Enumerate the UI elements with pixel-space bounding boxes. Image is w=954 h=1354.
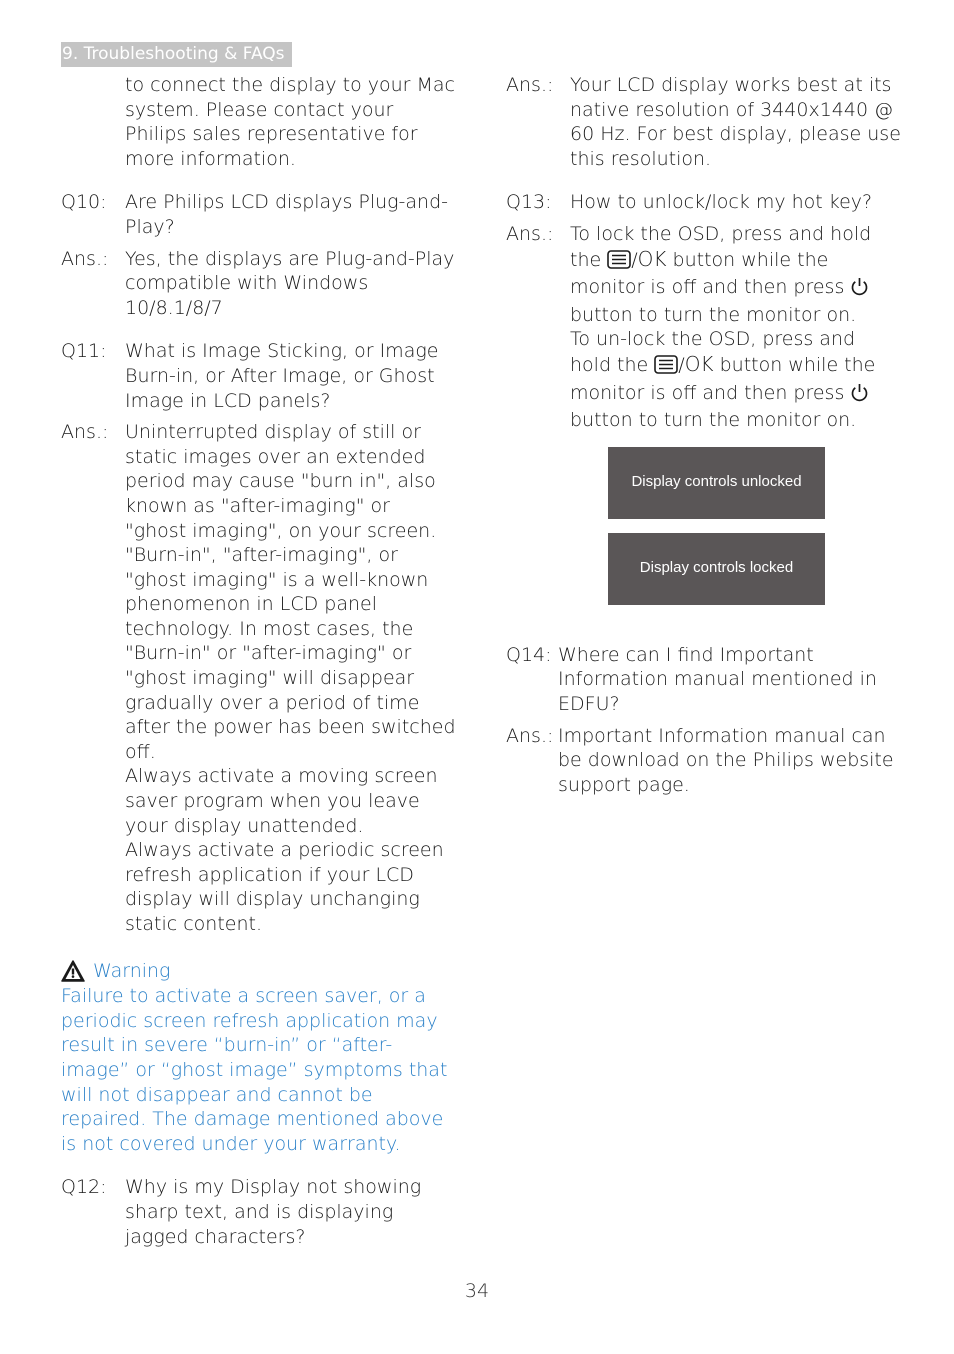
answer-paragraph: Uninterrupted display of still or static images over an extended period may cause "burn in", also known as "after-imaging" or "ghost imaging", on your screen. "Burn-in", "after-imaging", or "ghost imaging" is a well-known phenomenon in LCD panel technology. In most cases, the "Burn-in" or "after-imaging" or "ghost imaging" will disappear gradually over a period of time after the power has been switched off.: [125, 421, 456, 763]
answer-14: [506, 724, 906, 798]
question-label: Q10:: [61, 191, 107, 214]
answer-11: [61, 420, 456, 936]
answer-word: the: [570, 248, 602, 271]
question-label: Q13:: [506, 191, 552, 214]
answer-13: [506, 222, 906, 433]
answer-label: Ans.:: [61, 247, 109, 270]
question-13: [506, 190, 906, 215]
answer-line: To un-lock the OSD, press and: [570, 328, 856, 351]
ok-label: OK: [637, 246, 667, 271]
section-header: 9. Troubleshooting & FAQs: [61, 42, 292, 67]
warning-text: Failure to activate a screen saver, or a periodic screen refresh application may result in severe “burn-in” or “after-image” or “ghost image” symptoms that will not disappear and cannot be repaired. The damage mentioned above is not covered under your warranty.: [61, 985, 448, 1155]
answer-word: hold the: [570, 353, 649, 376]
warning-icon: [61, 960, 85, 982]
ok-label: OK: [684, 351, 714, 376]
answer-label: Ans.:: [506, 222, 554, 245]
answer-label: Ans.:: [61, 421, 109, 444]
question-11: [61, 339, 456, 413]
answer-line: To lock the OSD, press and hold: [570, 222, 872, 245]
left-column: [61, 73, 456, 1249]
answer-line: button to turn the monitor on.: [570, 409, 857, 432]
osd-locked-message: Display controls locked: [608, 533, 825, 605]
warning-title: Warning: [93, 959, 171, 982]
answer-12: [506, 73, 906, 171]
power-icon: [850, 383, 869, 409]
page-number: 34: [464, 1280, 490, 1302]
question-label: Q12:: [61, 1176, 107, 1199]
power-icon: [850, 277, 869, 303]
answer-word: button while the: [719, 353, 876, 376]
question-14: [506, 643, 906, 717]
answer-text: Important Information manual can be download on the Philips website support page.: [558, 724, 894, 796]
answer-line: button to turn the monitor on.: [570, 303, 857, 326]
menu-icon: [607, 250, 631, 276]
answer-line: [570, 275, 906, 303]
question-label: Q11:: [61, 340, 107, 363]
answer-word: button while the: [672, 248, 829, 271]
question-10: [61, 190, 456, 239]
answer-text: Yes, the displays are Plug-and-Play compatible with Windows 10/8.1/8/7: [125, 247, 455, 319]
warning-box: [61, 959, 456, 1157]
question-12: [61, 1175, 456, 1249]
question-text: Why is my Display not showing sharp text, and is displaying jagged characters?: [125, 1176, 422, 1248]
question-label: Q14:: [506, 643, 552, 666]
question-text: How to unlock/lock my hot key?: [570, 191, 873, 214]
answer-paragraph: Always activate a moving screen saver program when you leave your display unattended.: [125, 765, 438, 837]
answer-line: hold the /OK button while the: [570, 352, 906, 381]
answer-paragraph: Always activate a periodic screen refresh application if your LCD display will display unchanging static content.: [125, 839, 444, 935]
continuation-text: to connect the display to your Mac system. Please contact your Philips sales representative for more information.: [125, 74, 455, 170]
answer-label: Ans.:: [506, 74, 554, 96]
question-text: Where can I find Important Information manual mentioned in EDFU?: [558, 643, 877, 715]
osd-unlocked-message: Display controls unlocked: [608, 447, 825, 519]
right-column: [506, 73, 906, 797]
question-text: Are Philips LCD displays Plug-and- Play?: [125, 191, 449, 238]
answer-10: [61, 247, 456, 321]
answer-text: Your LCD display works best at its native resolution of 3440x1440 @ 60 Hz. For best display, please use this resolution.: [570, 74, 901, 170]
answer-word: monitor is off and then press: [570, 381, 845, 404]
question-text: What is Image Sticking, or Image Burn-in, or After Image, or Ghost Image in LCD panels?: [125, 340, 439, 412]
answer-line: [570, 381, 906, 409]
answer-word: monitor is off and then press: [570, 276, 845, 299]
answer-line: the /OK button while the: [570, 247, 906, 276]
answer-label: Ans.:: [506, 724, 554, 747]
menu-icon: [654, 355, 678, 381]
